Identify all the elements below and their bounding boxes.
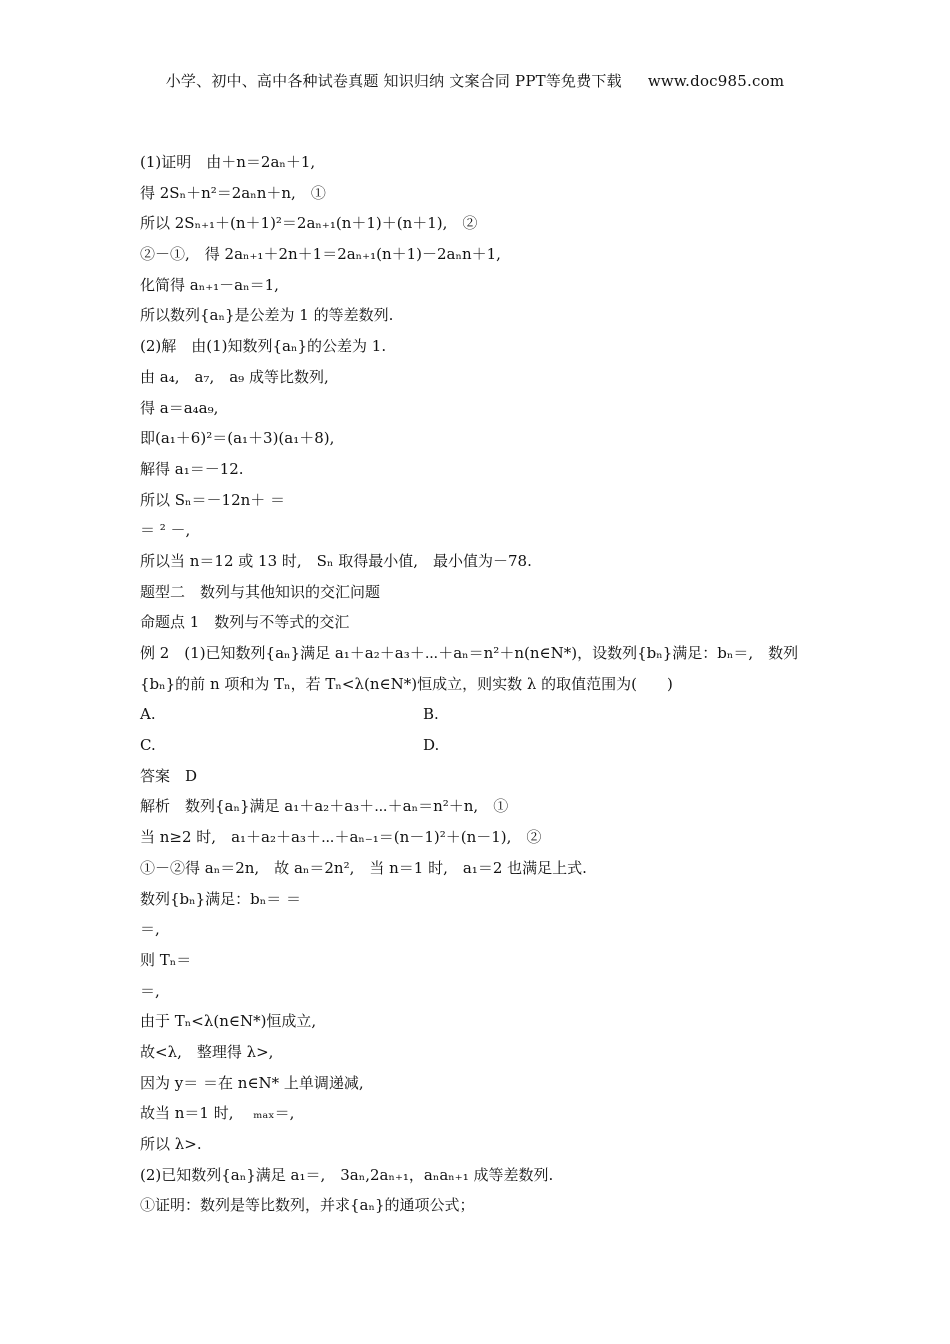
text-line: 所以 λ>. (140, 1135, 202, 1153)
options-row (140, 704, 830, 735)
text-line: ＝ ² －, (140, 521, 191, 540)
text-line: ①－②得 aₙ＝2n, 故 aₙ＝2n², 当 n＝1 时, a₁＝2 也满足上式. (140, 858, 587, 877)
text-line: 故<λ, 整理得 λ>, (140, 1042, 274, 1061)
text-line: 故当 n＝1 时, ₘₐₓ＝, (140, 1104, 295, 1123)
text-line: 所以数列{aₙ}是公差为 1 的等差数列. (140, 306, 394, 325)
text-line: 得 2Sₙ＋n²＝2aₙn＋n, ① (140, 183, 326, 202)
text-line: ②－①, 得 2aₙ₊₁＋2n＋1＝2aₙ₊₁(n＋1)－2aₙn＋1, (140, 245, 501, 264)
document-body (140, 152, 830, 1226)
header-text: 小学、初中、高中各种试卷真题 知识归纳 文案合同 PPT等免费下载 (165, 72, 622, 90)
text-line: ＝, (140, 981, 160, 1000)
text-line: 所以 2Sₙ₊₁＋(n＋1)²＝2aₙ₊₁(n＋1)＋(n＋1), ② (140, 214, 478, 233)
text-line: 由于 Tₙ<λ(n∈N*)恒成立, (140, 1012, 317, 1031)
text-line: 得 a＝a₄a₉, (140, 398, 219, 417)
option-b: B. (423, 705, 439, 724)
text-line: (2)解 由(1)知数列{aₙ}的公差为 1. (140, 337, 387, 356)
text-line: (1)证明 由＋n＝2aₙ＋1, (140, 153, 316, 171)
text-line: 由 a₄, a₇, a₉ 成等比数列, (140, 367, 329, 386)
text-line: 数列{bₙ}满足：bₙ＝ ＝ (140, 889, 302, 908)
text-line: (2)已知数列{aₙ}满足 a₁＝, 3aₙ,2aₙ₊₁，aₙaₙ₊₁ 成等差数列. (140, 1165, 554, 1184)
subsection-heading: 命题点 1 数列与不等式的交汇 (140, 613, 350, 632)
text-line: ①证明：数列是等比数列，并求{aₙ}的通项公式； (140, 1196, 475, 1215)
text-line: 则 Tₙ＝ (140, 950, 192, 969)
text-line: 解析 数列{aₙ}满足 a₁＋a₂＋a₃＋⋯＋aₙ＝n²＋n, ① (140, 797, 509, 816)
answer-line: 答案 D (140, 766, 198, 785)
page-header (0, 70, 950, 91)
text-line: 因为 y＝ ＝在 n∈N* 上单调递减, (140, 1073, 364, 1092)
text-line: 解得 a₁＝－12. (140, 459, 244, 478)
options-row (140, 735, 830, 766)
text-line: 化简得 aₙ₊₁－aₙ＝1, (140, 275, 279, 294)
option-d: D. (423, 736, 440, 755)
text-line: 所以当 n＝12 或 13 时, Sₙ 取得最小值, 最小值为－78. (140, 551, 532, 570)
option-a: A. (140, 705, 156, 724)
text-line: ＝, (140, 920, 160, 939)
section-heading: 题型二 数列与其他知识的交汇问题 (140, 582, 381, 601)
text-line: 当 n≥2 时, a₁＋a₂＋a₃＋⋯＋aₙ₋₁＝(n－1)²＋(n－1), ② (140, 828, 542, 847)
text-line: {bₙ}的前 n 项和为 Tₙ，若 Tₙ<λ(n∈N*)恒成立，则实数 λ 的取值范围为( ) (140, 674, 673, 693)
option-c: C. (140, 736, 156, 755)
text-line: 所以 Sₙ＝－12n＋ ＝ (140, 490, 286, 509)
text-line: 即(a₁＋6)²＝(a₁＋3)(a₁＋8), (140, 429, 335, 448)
text-line: 例 2 (1)已知数列{aₙ}满足 a₁＋a₂＋a₃＋⋯＋aₙ＝n²＋n(n∈N*)，设数列{bₙ}满足：bₙ＝, 数列 (140, 644, 799, 662)
header-site: www.doc985.com (647, 72, 785, 90)
